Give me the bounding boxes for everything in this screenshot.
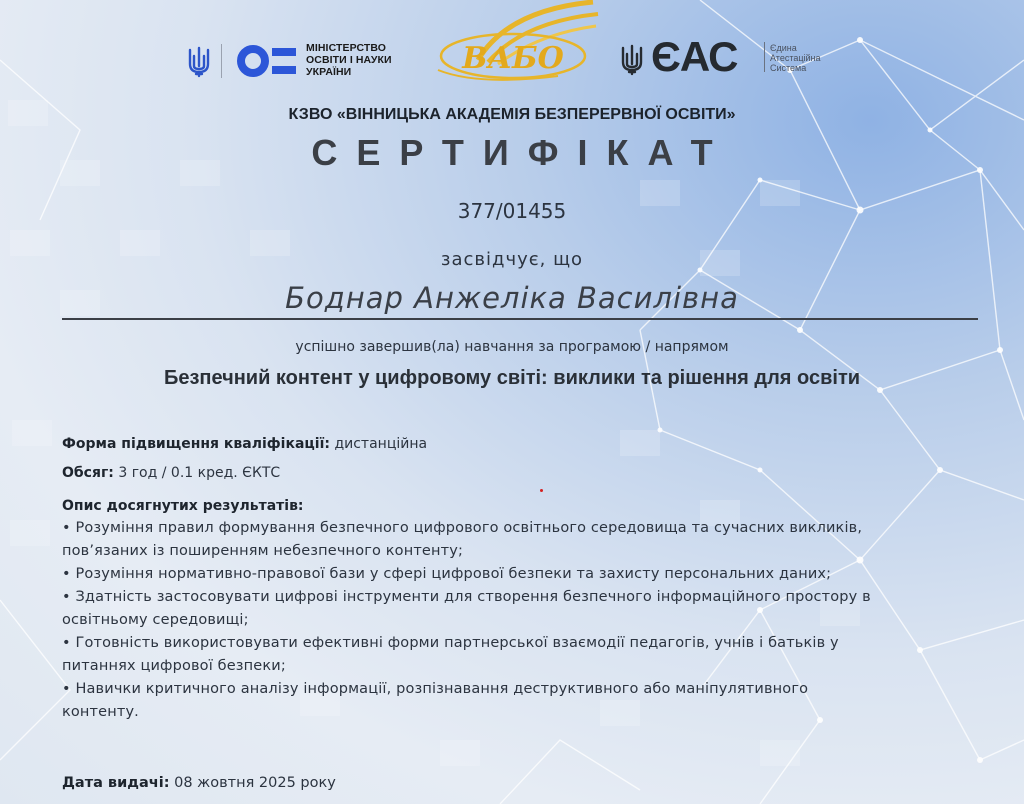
logo-bar (0, 0, 1024, 100)
ministry-line: УКРАЇНИ (306, 66, 352, 78)
eas-subtitle-line: Система (770, 63, 807, 73)
outcome-line: • Здатність застосовувати цифрові інструменти для створення безпечного інформаційного простору в (62, 589, 871, 605)
eas-subtitle-line: Єдина (770, 43, 797, 53)
recipient-name: Боднар Анжеліка Василівна (285, 281, 739, 315)
eas-subtitle (770, 43, 821, 73)
volume-row (62, 464, 280, 482)
certificate-title: СЕРТИФІКАТ (311, 132, 732, 173)
vabo-logo-icon (418, 0, 608, 88)
form-value: дистанційна (334, 436, 428, 452)
form-row (62, 435, 427, 453)
ministry-line: ОСВІТИ І НАУКИ (306, 54, 392, 66)
outcomes-list (62, 517, 992, 724)
completion-text: успішно завершив(ла) навчання за програмою / напрямом (295, 339, 729, 355)
name-underline (62, 318, 978, 320)
program-title: Безпечний контент у цифровому світі: виклики та рішення для освіти (163, 367, 861, 389)
academy-name: КЗВО «ВІННИЦЬКА АКАДЕМІЯ БЕЗПЕРЕРВНОЇ ОСВІТИ» (288, 106, 736, 123)
certifies-text: засвідчує, що (440, 249, 584, 270)
outcomes-label: Опис досягнутих результатів: (62, 498, 304, 514)
outcome-line: • Розуміння нормативно-правової бази у сфері цифрової безпеки та захисту персональних даних; (62, 566, 832, 582)
issue-date-value: 08 жовтня 2025 року (174, 775, 336, 791)
ministry-line: МІНІСТЕРСТВО (306, 42, 387, 54)
eas-logo-text: ЄАС (651, 33, 738, 80)
eas-subtitle-line: Атестаційна (770, 53, 821, 63)
vabo-logo-text: ВАБО (462, 41, 564, 76)
outcome-line: • Розуміння правил формування безпечного цифрового освітнього середовища та сучасних викликів, (62, 520, 863, 536)
issue-date-row (62, 775, 336, 791)
issue-date-label: Дата видачі: (62, 775, 170, 791)
outcome-line: контенту. (62, 704, 139, 720)
certificate-number: 377/01455 (457, 199, 567, 223)
ministry-logo-icon (236, 44, 300, 78)
outcome-line: питаннях цифрової безпеки; (62, 658, 286, 674)
volume-label: Обсяг: (62, 465, 114, 481)
logo-divider (221, 44, 222, 78)
outcome-line: пов’язаних із поширенням небезпечного контенту; (62, 543, 463, 559)
outcome-line: • Готовність використовувати ефективні форми партнерської взаємодії педагогів, учнів і батьків у (62, 635, 839, 651)
outcome-line: освітньому середовищі; (62, 612, 249, 628)
ministry-name (306, 42, 392, 78)
form-label: Форма підвищення кваліфікації: (62, 436, 330, 452)
outcomes-heading-row (62, 497, 304, 515)
eas-divider (764, 42, 765, 72)
outcome-line: • Навички критичного аналізу інформації, розпізнавання деструктивного або маніпулятивного (62, 681, 809, 697)
volume-value: 3 год / 0.1 кред. ЄКТС (118, 465, 281, 481)
trident-dark-icon (620, 44, 644, 76)
red-dot-mark (540, 489, 543, 492)
trident-icon (187, 46, 211, 78)
